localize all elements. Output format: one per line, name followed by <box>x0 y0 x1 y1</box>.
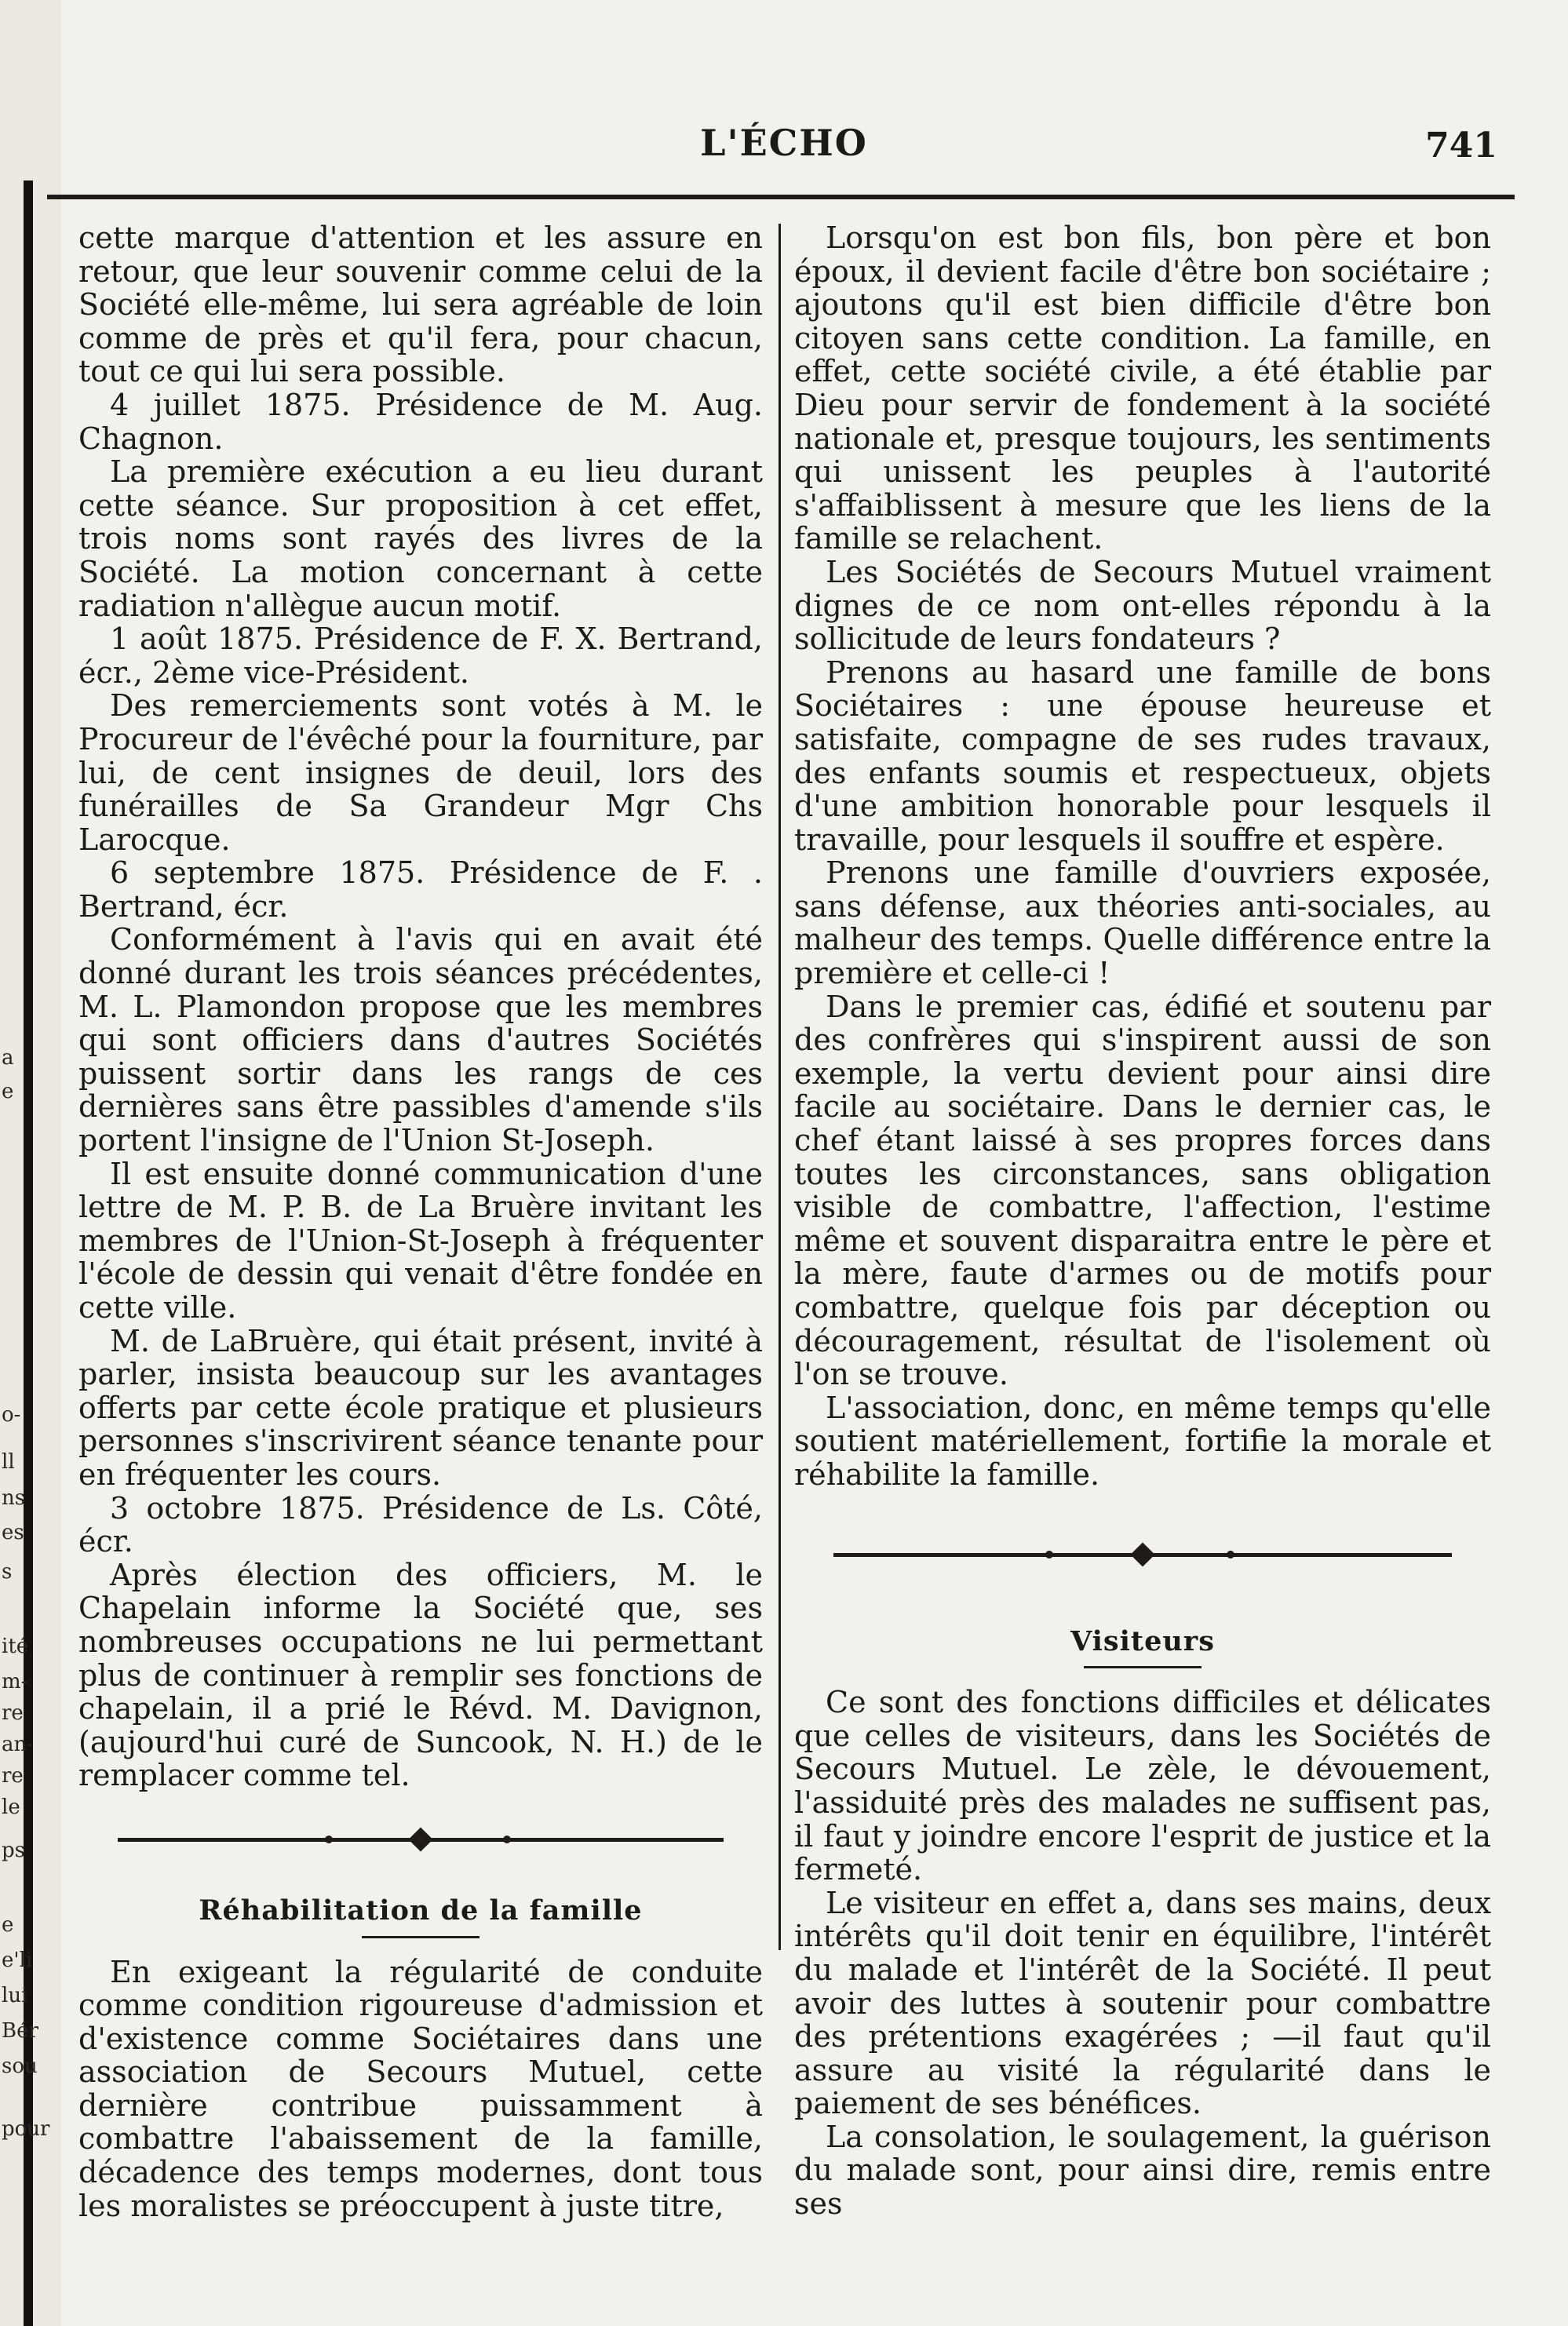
section-title-visiteurs: Visiteurs <box>1070 1624 1215 1657</box>
margin-fragment: a <box>2 1046 14 1070</box>
page-title: L'ÉCHO <box>700 122 868 164</box>
column-divider <box>779 224 781 1950</box>
margin-fragment: o- <box>2 1403 21 1427</box>
left-column <box>78 221 763 2222</box>
paragraph: 1 août 1875. Présidence de F. X. Bertrand, écr., 2ème vice-Président. <box>78 622 763 690</box>
margin-fragment: e <box>2 1080 14 1103</box>
title-underline <box>1084 1666 1202 1668</box>
margin-fragment: re <box>2 1764 24 1788</box>
margin-fragment: s <box>2 1560 13 1584</box>
paragraph: Prenons une famille d'ouvriers exposée, sans défense, aux théories anti-sociales, au malheur des temps. Quelle différence entre la première et celle-ci ! <box>794 855 1491 991</box>
paragraph: cette marque d'attention et les assure en retour, que leur souvenir comme celui de la Société elle-même, lui sera agréable de loin comme de près et qu'il fera, pour chacun, tout ce qui lui sera possible. <box>78 221 763 389</box>
paragraph: La première exécution a eu lieu durant cette séance. Sur proposition à cet effet, trois noms sont rayés des livres de la Société. La motion concernant à cette radiation n'allègue aucun motif. <box>78 454 763 623</box>
paragraph: En exigeant la régularité de conduite comme condition rigoureuse d'admission et d'existence comme Sociétaires dans une association de Secours Mutuel, cette dernière contribue puissamment à combattre l'abaissement de la famille, décadence des temps modernes, dont tous les moralistes se préoccupent à juste titre, <box>78 1954 763 2223</box>
margin-fragment: re <box>2 1701 24 1725</box>
margin-fragment: e'li <box>2 1949 33 1972</box>
margin-fragment: ns <box>2 1486 26 1510</box>
paragraph: M. de LaBruère, qui était présent, invité à parler, insista beaucoup sur les avantages offerts par cette école pratique et plusieurs personnes s'inscrivirent séance tenante pour en fréquenter les cours. <box>78 1323 763 1492</box>
paragraph: Dans le premier cas, édifié et soutenu par des confrères qui s'inspirent aussi de son exemple, la vertu devient pour ainsi dire facile au sociétaire. Dans le dernier cas, le chef étant laissé à ses propres forces dans toutes les circonstances, sans obligation visible de combattre, l'affection, l'estime même et souvent disparaitra entre le père et la mère, faute d'armes ou de motifs pour combattre, quelque fois par déception ou découragement, résultat de l'isolement où l'on se trouve. <box>794 989 1491 1392</box>
paragraph: Conformément à l'avis qui en avait été donné durant les trois séances précédentes, M. L. Plamondon propose que les membres qui sont officiers dans d'autres Sociétés puissent sortir dans les rangs de ces dernières sans être passibles d'amende s'ils portent l'insigne de l'Union St-Joseph. <box>78 922 763 1158</box>
margin-fragment: m- <box>2 1670 28 1693</box>
margin-fragment: es <box>2 1521 24 1544</box>
section-ornament <box>78 1816 763 1863</box>
page-number: 741 <box>1425 126 1497 166</box>
margin-fragment: ll <box>2 1450 15 1474</box>
header-rule <box>47 195 1515 199</box>
margin-fragment: ps <box>2 1839 25 1862</box>
right-column <box>794 221 1491 2221</box>
paragraph: Il est ensuite donné communication d'une lettre de M. P. B. de La Bruère invitant les membres de l'Union-St-Joseph à fréquenter l'école de dessin qui venait d'être fondée en cette ville. <box>78 1156 763 1325</box>
margin-fragment: pour <box>2 2117 50 2141</box>
paragraph: Le visiteur en effet a, dans ses mains, deux intérêts qu'il doit tenir en équilibre, l'intérêt du malade et l'intérêt de la Société. Il peut avoir des luttes à soutenir pour combattre des prétentions exagérées ; —il faut qu'il assure au visité la régularité dans le paiement de ses bénéfices. <box>794 1885 1491 2121</box>
margin-fragment: sou <box>2 2054 38 2078</box>
paragraph: La consolation, le soulagement, la guérison du malade sont, pour ainsi dire, remis entre ses <box>794 2119 1491 2222</box>
margin-fragment: lui <box>2 1984 28 2007</box>
paragraph: Après élection des officiers, M. le Chapelain informe la Société que, ses nombreuses occupations ne lui permettant plus de continuer à remplir ses fonctions de chapelain, il a prié le Révd. M. Davignon, (aujourd'hui curé de Suncook, N. H.) de le remplacer comme tel. <box>78 1557 763 1793</box>
margin-fragment: e <box>2 1913 14 1937</box>
margin-fragment: ité <box>2 1635 29 1658</box>
paragraph: Les Sociétés de Secours Mutuel vraiment dignes de ce nom ont-elles répondu à la sollicitude de leurs fondateurs ? <box>794 554 1491 657</box>
paragraph: Des remerciements sont votés à M. le Procureur de l'évêché pour la fourniture, par lui, de cent insignes de deuil, lors des funérailles de Sa Grandeur Mgr Chs Larocque. <box>78 688 763 857</box>
paragraph: L'association, donc, en même temps qu'elle soutient matériellement, fortifie la morale et réhabilite la famille. <box>794 1390 1491 1492</box>
margin-fragment: le <box>2 1796 20 1819</box>
paragraph: 3 octobre 1875. Présidence de Ls. Côté, écr. <box>78 1490 763 1559</box>
paragraph: Lorsqu'on est bon fils, bon père et bon époux, il devient facile d'être bon sociétaire ; ajoutons qu'il est bien difficile d'être bon citoyen sans cette condition. La famille, en effet, cette société civile, a été établie par Dieu pour servir de fondement à la société nationale et, presque toujours, les sentiments qui unissent les peuples à l'autorité s'affaiblissent à mesure que les liens de la famille se relachent. <box>794 221 1491 556</box>
margin-fragment: Bér <box>2 2019 38 2043</box>
paragraph: 6 septembre 1875. Présidence de F. . Bertrand, écr. <box>78 855 763 924</box>
section-ornament <box>794 1531 1491 1578</box>
paragraph: Prenons au hasard une famille de bons Sociétaires : une épouse heureuse et satisfaite, compagne de ses rudes travaux, des enfants soumis et respectueux, objets d'une ambition honorable pour lesquels il travaille, pour lesquels il souffre et espère. <box>794 654 1491 857</box>
paragraph: 4 juillet 1875. Présidence de M. Aug. Chagnon. <box>78 387 763 456</box>
section-title-rehabilitation: Réhabilitation de la famille <box>199 1894 643 1927</box>
paragraph: Ce sont des fonctions difficiles et délicates que celles de visiteurs, dans les Sociétés de Secours Mutuel. Le zèle, le dévouement, l'assiduité près des malades ne suffisent pas, il faut y joindre encore l'esprit de justice et la fermeté. <box>794 1685 1491 1887</box>
margin-fragment: an- <box>2 1733 35 1756</box>
title-underline <box>362 1936 480 1938</box>
